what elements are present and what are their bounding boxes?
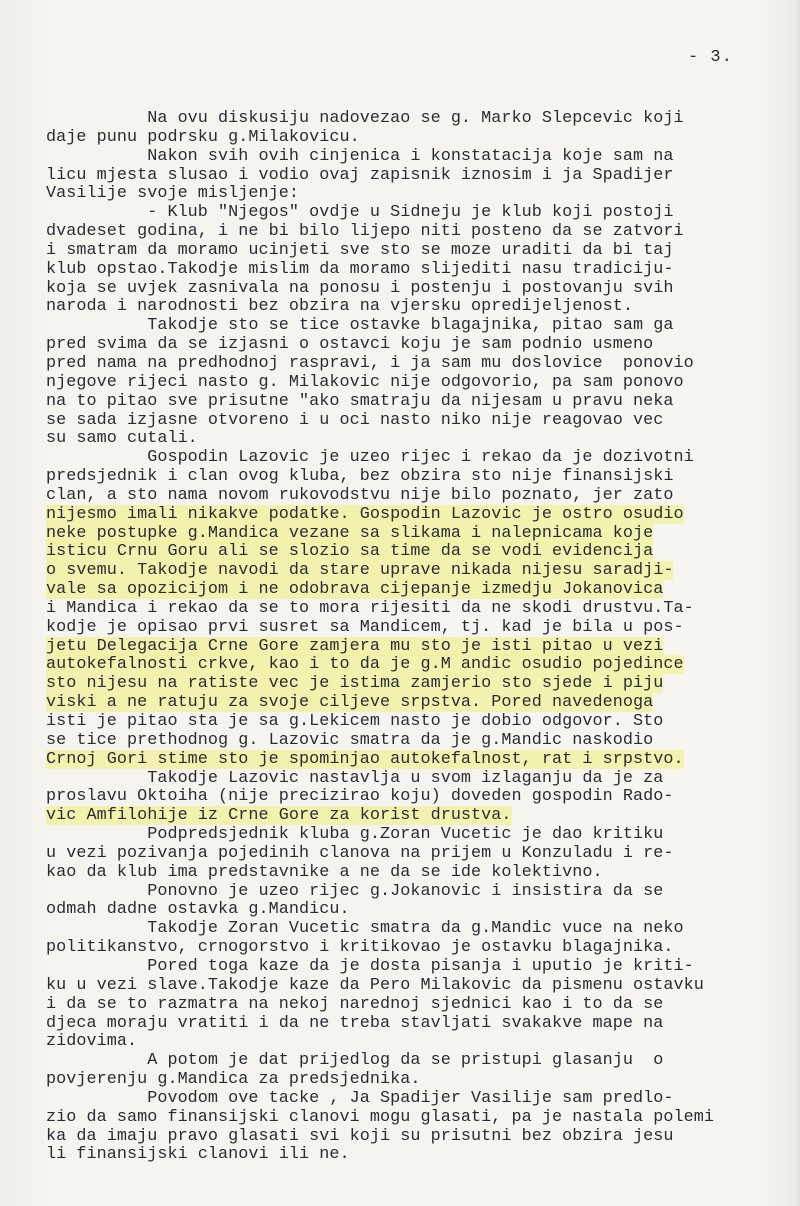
- highlighted-text: nijesmo imali nikakve podatke. Gospodin Lazovic je ostro osudio: [46, 504, 684, 524]
- text-line: [46, 261, 781, 280]
- line-text: i smatram da moramo ucinjeti sve sto se moze uraditi da bi taj: [46, 240, 674, 260]
- text-line: [46, 242, 781, 261]
- text-line: [46, 788, 781, 807]
- line-text: pred nama na predhodnoj raspravi, i ja sam mu doslovice ponovio: [46, 353, 694, 373]
- text-line: [46, 977, 781, 996]
- text-line: [46, 600, 781, 619]
- line-text: A potom je dat prijedlog da se pristupi glasanju o: [46, 1051, 664, 1071]
- line-text: ku u vezi slave.Takodje kaze da Pero Milakovic da pismenu ostavku: [46, 975, 704, 995]
- text-line: [46, 883, 781, 902]
- text-line: [46, 129, 781, 148]
- line-text: su samo cutali.: [46, 429, 198, 449]
- text-line: [46, 694, 781, 713]
- line-text: ka da imaju pravo glasati svi koji su prisutni bez obzira jesu: [46, 1126, 674, 1146]
- text-line: [46, 280, 781, 299]
- text-line: [46, 412, 781, 431]
- text-line: [46, 826, 781, 845]
- page-number: - 3.: [688, 48, 733, 67]
- highlighted-text: jetu Delegacija Crne Gore zamjera mu sto je isti pitao u vezi: [46, 636, 664, 656]
- text-line: [46, 543, 781, 562]
- line-text: licu mjesta slusao i vodio ovaj zapisnik iznosim i ja Spadijer: [46, 165, 674, 185]
- text-line: [46, 487, 781, 506]
- line-text: dvadeset godina, i ne bi bilo lijepo niti posteno da se zatvori: [46, 222, 684, 242]
- line-text: - Klub "Njegos" ovdje u Sidneju je klub koji postoji: [46, 203, 674, 223]
- line-text: isti je pitao sta je sa g.Lekicem nasto je dobio odgovor. Sto: [46, 712, 664, 731]
- text-line: [46, 638, 781, 657]
- text-line: [46, 958, 781, 977]
- text-line: [46, 1109, 781, 1128]
- line-text: pred svima da se izjasni o ostavci koju je sam podnio usmeno: [46, 335, 654, 355]
- text-line: [46, 1128, 781, 1147]
- line-text: daje punu podrsku g.Milakovicu.: [46, 127, 360, 147]
- text-line: [46, 449, 781, 468]
- text-line: [46, 110, 781, 129]
- text-line: [46, 770, 781, 789]
- line-text: li finansijski clanovi ili ne.: [46, 1145, 350, 1165]
- text-line: [46, 393, 781, 412]
- text-line: [46, 148, 781, 167]
- line-text: njegove rijeci nasto g. Milakovic nije odgovorio, pa sam ponovo: [46, 372, 684, 392]
- text-line: [46, 619, 781, 638]
- highlighted-text: isticu Crnu Goru ali se slozio sa time da se vodi evidencija: [46, 542, 654, 562]
- line-text: Ponovno je uzeo rijec g.Jokanovic i insistira da se: [46, 881, 664, 901]
- line-text: zidovima.: [46, 1032, 138, 1052]
- text-line: [46, 1071, 781, 1090]
- line-text: Nakon svih ovih cinjenica i konstatacija koje sam na: [46, 146, 674, 166]
- line-text: se sada izjasne otvoreno i u oci nasto niko nije reagovao vec: [46, 410, 664, 430]
- text-line: [46, 845, 781, 864]
- text-line: [46, 901, 781, 920]
- text-line: [46, 713, 781, 732]
- text-line: [46, 864, 781, 883]
- line-text: politikanstvo, crnogorstvo i kritikovao je ostavku blagajnika.: [46, 938, 674, 958]
- text-line: [46, 939, 781, 958]
- line-text: Takodje Lazovic nastavlja u svom izlaganju da je za: [46, 768, 664, 788]
- line-text: predsjednik i clan ovog kluba, bez obzira sto nije finansijski: [46, 467, 674, 487]
- highlighted-text: autokefalnosti crkve, kao i to da je g.M andic osudio pojedince: [46, 655, 684, 675]
- highlighted-text: o svemu. Takodje navodi da stare uprave nikada nijesu saradji-: [46, 561, 674, 581]
- line-text: proslavu Oktoiha (nije precizirao koju) doveden gospodin Rado-: [46, 787, 674, 807]
- text-line: [46, 996, 781, 1015]
- text-line: [46, 656, 781, 675]
- line-text: Takodje sto se tice ostavke blagajnika, pitao sam ga: [46, 316, 674, 336]
- line-text: Takodje Zoran Vucetic smatra da g.Mandic vuce na neko: [46, 919, 684, 939]
- line-text: i da se to razmatra na nekoj narednoj sjednici kao i to da se: [46, 994, 664, 1014]
- highlighted-text: vic Amfilohije iz Crne Gore za korist drustva.: [46, 806, 512, 826]
- text-line: [46, 430, 781, 449]
- line-text: kodje je opisao prvi susret sa Mandicem, tj. kad je bila u pos-: [46, 617, 684, 637]
- line-text: Pored toga kaze da je dosta pisanja i uputio je kriti-: [46, 956, 694, 976]
- line-text: Gospodin Lazovic je uzeo rijec i rekao da je dozivotni: [46, 448, 694, 468]
- text-line: [46, 223, 781, 242]
- text-line: [46, 807, 781, 826]
- highlighted-text: neke postupke g.Mandica vezane sa slikama i nalepnicama koje: [46, 523, 654, 543]
- text-line: [46, 1033, 781, 1052]
- text-line: [46, 468, 781, 487]
- text-line: [46, 1146, 781, 1165]
- text-line: [46, 675, 781, 694]
- line-text: se tice prethodnog g. Lazovic smatra da je g.Mandic naskodio: [46, 730, 654, 750]
- line-text: klub opstao.Takodje mislim da moramo slijediti nasu tradiciju-: [46, 259, 674, 279]
- text-line: [46, 298, 781, 317]
- line-text: naroda i narodnosti bez obzira na vjersku opredijeljenost.: [46, 297, 633, 317]
- line-text: Povodom ove tacke , Ja Spadijer Vasilije sam predlo-: [46, 1088, 674, 1108]
- line-text: zio da samo finansijski clanovi mogu glasati, pa je nastala polemi: [46, 1107, 714, 1127]
- line-text: Vasilije svoje misljenje:: [46, 184, 300, 204]
- line-text: koja se uvjek zasnivala na ponosu i postenju i postovanju svih: [46, 278, 674, 298]
- text-line: [46, 1015, 781, 1034]
- text-line: [46, 562, 781, 581]
- line-text: povjerenju g.Mandica za predsjednika.: [46, 1070, 421, 1090]
- line-text: Podpredsjednik kluba g.Zoran Vucetic je dao kritiku: [46, 825, 664, 845]
- line-text: odmah dadne ostavka g.Mandicu.: [46, 900, 350, 920]
- line-text: u vezi pozivanja pojedinih clanova na prijem u Konzuladu i re-: [46, 843, 674, 863]
- text-line: [46, 751, 781, 770]
- text-line: [46, 732, 781, 751]
- highlighted-text: sto nijesu na ratiste vec je istima zamjerio sto sjede i piju: [46, 674, 664, 694]
- line-text: djeca moraju vratiti i da ne treba stavljati svakakve mape na: [46, 1013, 664, 1033]
- highlighted-text: vale sa opozicijom i ne odobrava cijepanje izmedju Jokanovica: [46, 580, 664, 600]
- text-line: [46, 581, 781, 600]
- line-text: Na ovu diskusiju nadovezao se g. Marko Slepcevic koji: [46, 109, 684, 128]
- line-text: na to pitao sve prisutne "ako smatraju da nijesam u pravu neka: [46, 391, 674, 411]
- line-text: kao da klub ima predstavnike a ne da se ide kolektivno.: [46, 862, 603, 882]
- text-line: [46, 167, 781, 186]
- text-line: [46, 525, 781, 544]
- text-line: [46, 355, 781, 374]
- text-line: [46, 204, 781, 223]
- line-text: clan, a sto nama novom rukovodstvu nije bilo poznato, jer zato: [46, 485, 674, 505]
- text-line: [46, 374, 781, 393]
- text-line: [46, 506, 781, 525]
- text-line: [46, 317, 781, 336]
- highlighted-text: Crnoj Gori stime sto je spominjao autokefalnost, rat i srpstvo.: [46, 749, 684, 769]
- highlighted-text: viski a ne ratuju za svoje ciljeve srpstva. Pored navedenoga: [46, 693, 654, 713]
- text-line: [46, 920, 781, 939]
- text-line: [46, 1052, 781, 1071]
- text-line: [46, 336, 781, 355]
- text-line: [46, 185, 781, 204]
- document-body: [46, 110, 781, 1165]
- text-line: [46, 1090, 781, 1109]
- line-text: i Mandica i rekao da se to mora rijesiti da ne skodi drustvu.Ta-: [46, 598, 694, 618]
